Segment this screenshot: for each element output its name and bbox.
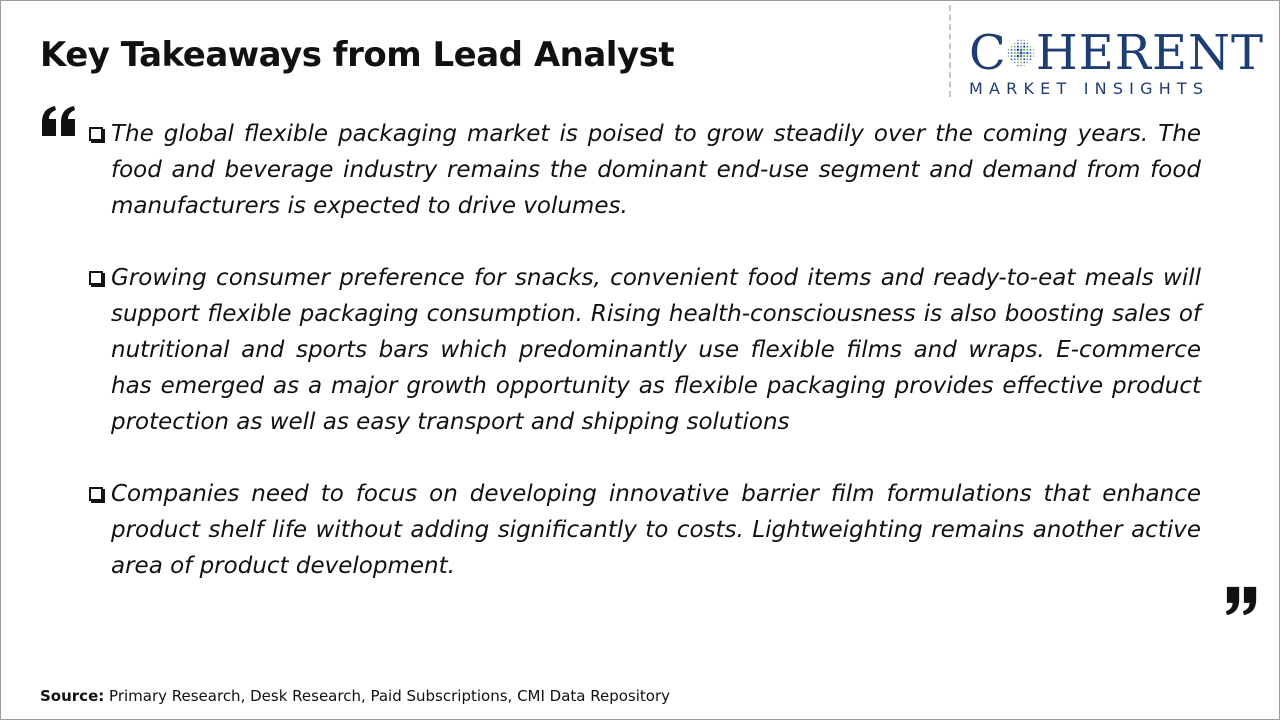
logo-wordmark: [969, 25, 1264, 81]
checkbox-icon: [89, 127, 103, 141]
source-label: Source:: [40, 687, 105, 705]
takeaway-text: Growing consumer preference for snacks, convenient food items and ready-to-eat meals will support flexible packaging consumption. Rising health-consciousness is also boosting sales of nutritional and sports bars which predominantly use flexible films and wraps. E-commerce has emerged as a major growth opportunity as flexible packaging provides effective product protection as well as easy transport and shipping solutions: [111, 265, 1201, 435]
takeaway-text: The global flexible packaging market is poised to grow steadily over the coming years. The food and beverage industry remains the dominant end-use segment and demand from food manufacturers is expected to drive volumes.: [111, 121, 1201, 219]
takeaway-text: Companies need to focus on developing innovative barrier film formulations that enhance product shelf life without adding significantly to costs. Lightweighting remains another active area of product development.: [111, 481, 1201, 579]
checkbox-icon: [89, 271, 103, 285]
source-note: [40, 687, 670, 705]
source-text: Primary Research, Desk Research, Paid Subscriptions, CMI Data Repository: [109, 687, 671, 705]
header-divider: [949, 5, 951, 97]
takeaway-item: [87, 476, 1201, 584]
page-title: Key Takeaways from Lead Analyst: [40, 35, 675, 75]
logo-letters-herent: HERENT: [1035, 25, 1264, 81]
company-logo: [969, 25, 1264, 101]
logo-tagline: MARKET INSIGHTS: [969, 79, 1210, 98]
open-quote-icon: [41, 105, 77, 137]
close-quote-icon: [1225, 585, 1259, 617]
globe-dots-icon: [1006, 31, 1036, 75]
logo-letter-c: C: [969, 25, 1007, 81]
takeaway-item: [87, 260, 1201, 440]
takeaway-list: [87, 116, 1201, 620]
takeaway-item: [87, 116, 1201, 224]
checkbox-icon: [89, 487, 103, 501]
